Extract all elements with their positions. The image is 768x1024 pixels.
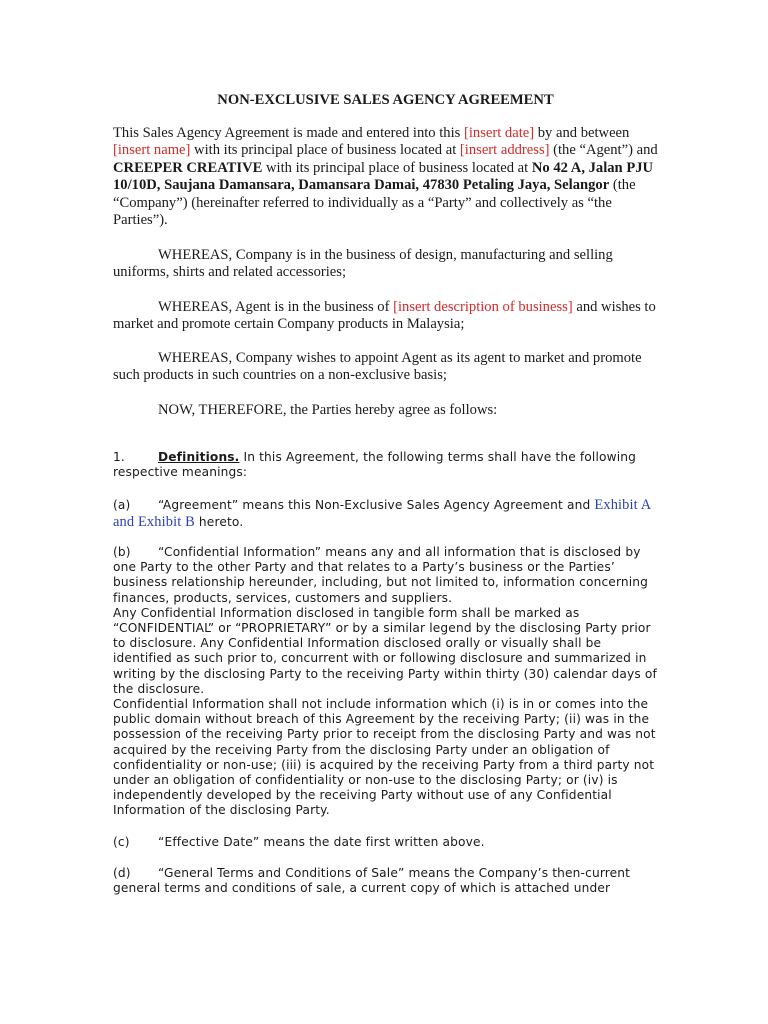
whereas-clause-3: WHEREAS, Company wishes to appoint Agent as its agent to market and promote such products in such countries on a non-exclusive basis; [113,350,642,384]
intro-text: with its principal place of business located at [262,159,532,176]
definition-label: (a) [113,498,131,512]
intro-paragraph [113,125,658,229]
definition-c [113,835,658,850]
definition-b-paragraph-2: Any Confidential Information disclosed in tangible form shall be marked as “CONFIDENTIAL” or “PROPRIETARY” or by a similar legend by the disclosing Party prior to disclosure. Any Confidential Information disclosed orally or visually shall be identified as such prior to, concurrent with or following disclosure and summarized in writing by the disclosing Party to the receiving Party within thirty (30) calendar days of the disclosure. [113,605,657,696]
placeholder-address: [insert address] [459,142,550,159]
whereas-text: and wishes to market and promote certain Company products in Malaysia; [113,299,656,333]
definition-d [113,866,658,896]
whereas-clause-2 [113,299,658,334]
definition-text: “Effective Date” means the date first written above. [158,835,485,849]
intro-text: by and between [534,125,630,141]
placeholder-date: [insert date] [463,125,535,141]
intro-text: (the “Company”) (hereinafter referred to individually as a “Party” and collectively as “the Parties”). [113,177,636,229]
company-name: CREEPER CREATIVE [113,159,263,176]
placeholder-name: [insert name] [113,142,191,159]
exhibit-link[interactable]: Exhibit A and Exhibit B [113,497,651,531]
definition-a [113,497,658,532]
company-address: No 42 A, Jalan PJU 10/10D, Saujana Damansara, Damansara Damai, 47830 Petaling Jaya, Selangor [113,159,654,194]
intro-text: (the “Agent”) and [549,142,658,159]
section-text: In this Agreement, the following terms shall have the following respective meanings: [113,450,637,480]
definition-label: (d) [113,866,131,880]
page-title: NON-EXCLUSIVE SALES AGENCY AGREEMENT [217,92,554,108]
whereas-clause-1: WHEREAS, Company is in the business of design, manufacturing and selling uniforms, shirts and related accessories; [113,247,613,281]
section-heading: Definitions. [158,450,240,464]
definition-label: (b) [113,545,131,559]
definition-label: (c) [113,835,130,849]
definition-b-paragraph-1 [113,545,658,606]
now-therefore-clause: NOW, THEREFORE, the Parties hereby agree as follows: [158,402,498,418]
placeholder-business-description: [insert description of business] [393,299,573,315]
definition-text: “Agreement” means this Non-Exclusive Sales Agency Agreement and [158,498,595,512]
definition-text: “General Terms and Conditions of Sale” means the Company’s then-current general terms and conditions of sale, a current copy of which is attached under [113,866,631,896]
section-number: 1. [113,450,125,464]
intro-text: with its principal place of business located at [190,142,460,159]
section-1-definitions [113,450,658,480]
definition-b [113,545,658,819]
definition-b-paragraph-3: Confidential Information shall not include information which (i) is in or comes into the public domain without breach of this Agreement by the receiving Party; (ii) was in the possession of the receiving Party prior to receipt from the disclosing Party and was not acquired by the receiving Party from the disclosing Party under an obligation of confidentiality or non-use; (iii) is acquired by the receiving Party from a third party not under an obligation of confidentiality or non-use to the disclosing Party; or (iv) is independently developed by the receiving Party without use of any Confidential Information of the disclosing Party. [113,697,656,818]
definition-text: hereto. [194,515,244,530]
whereas-text: WHEREAS, Agent is in the business of [158,299,394,315]
intro-text: This Sales Agency Agreement is made and entered into this [113,125,464,141]
definition-text: “Confidential Information” means any and all information that is disclosed by one Party to the other Party and that relates to a Party’s business or the Parties’ business relationship hereunder, including, but not limited to, information concerning finances, products, services, customers and suppliers. [113,545,649,605]
